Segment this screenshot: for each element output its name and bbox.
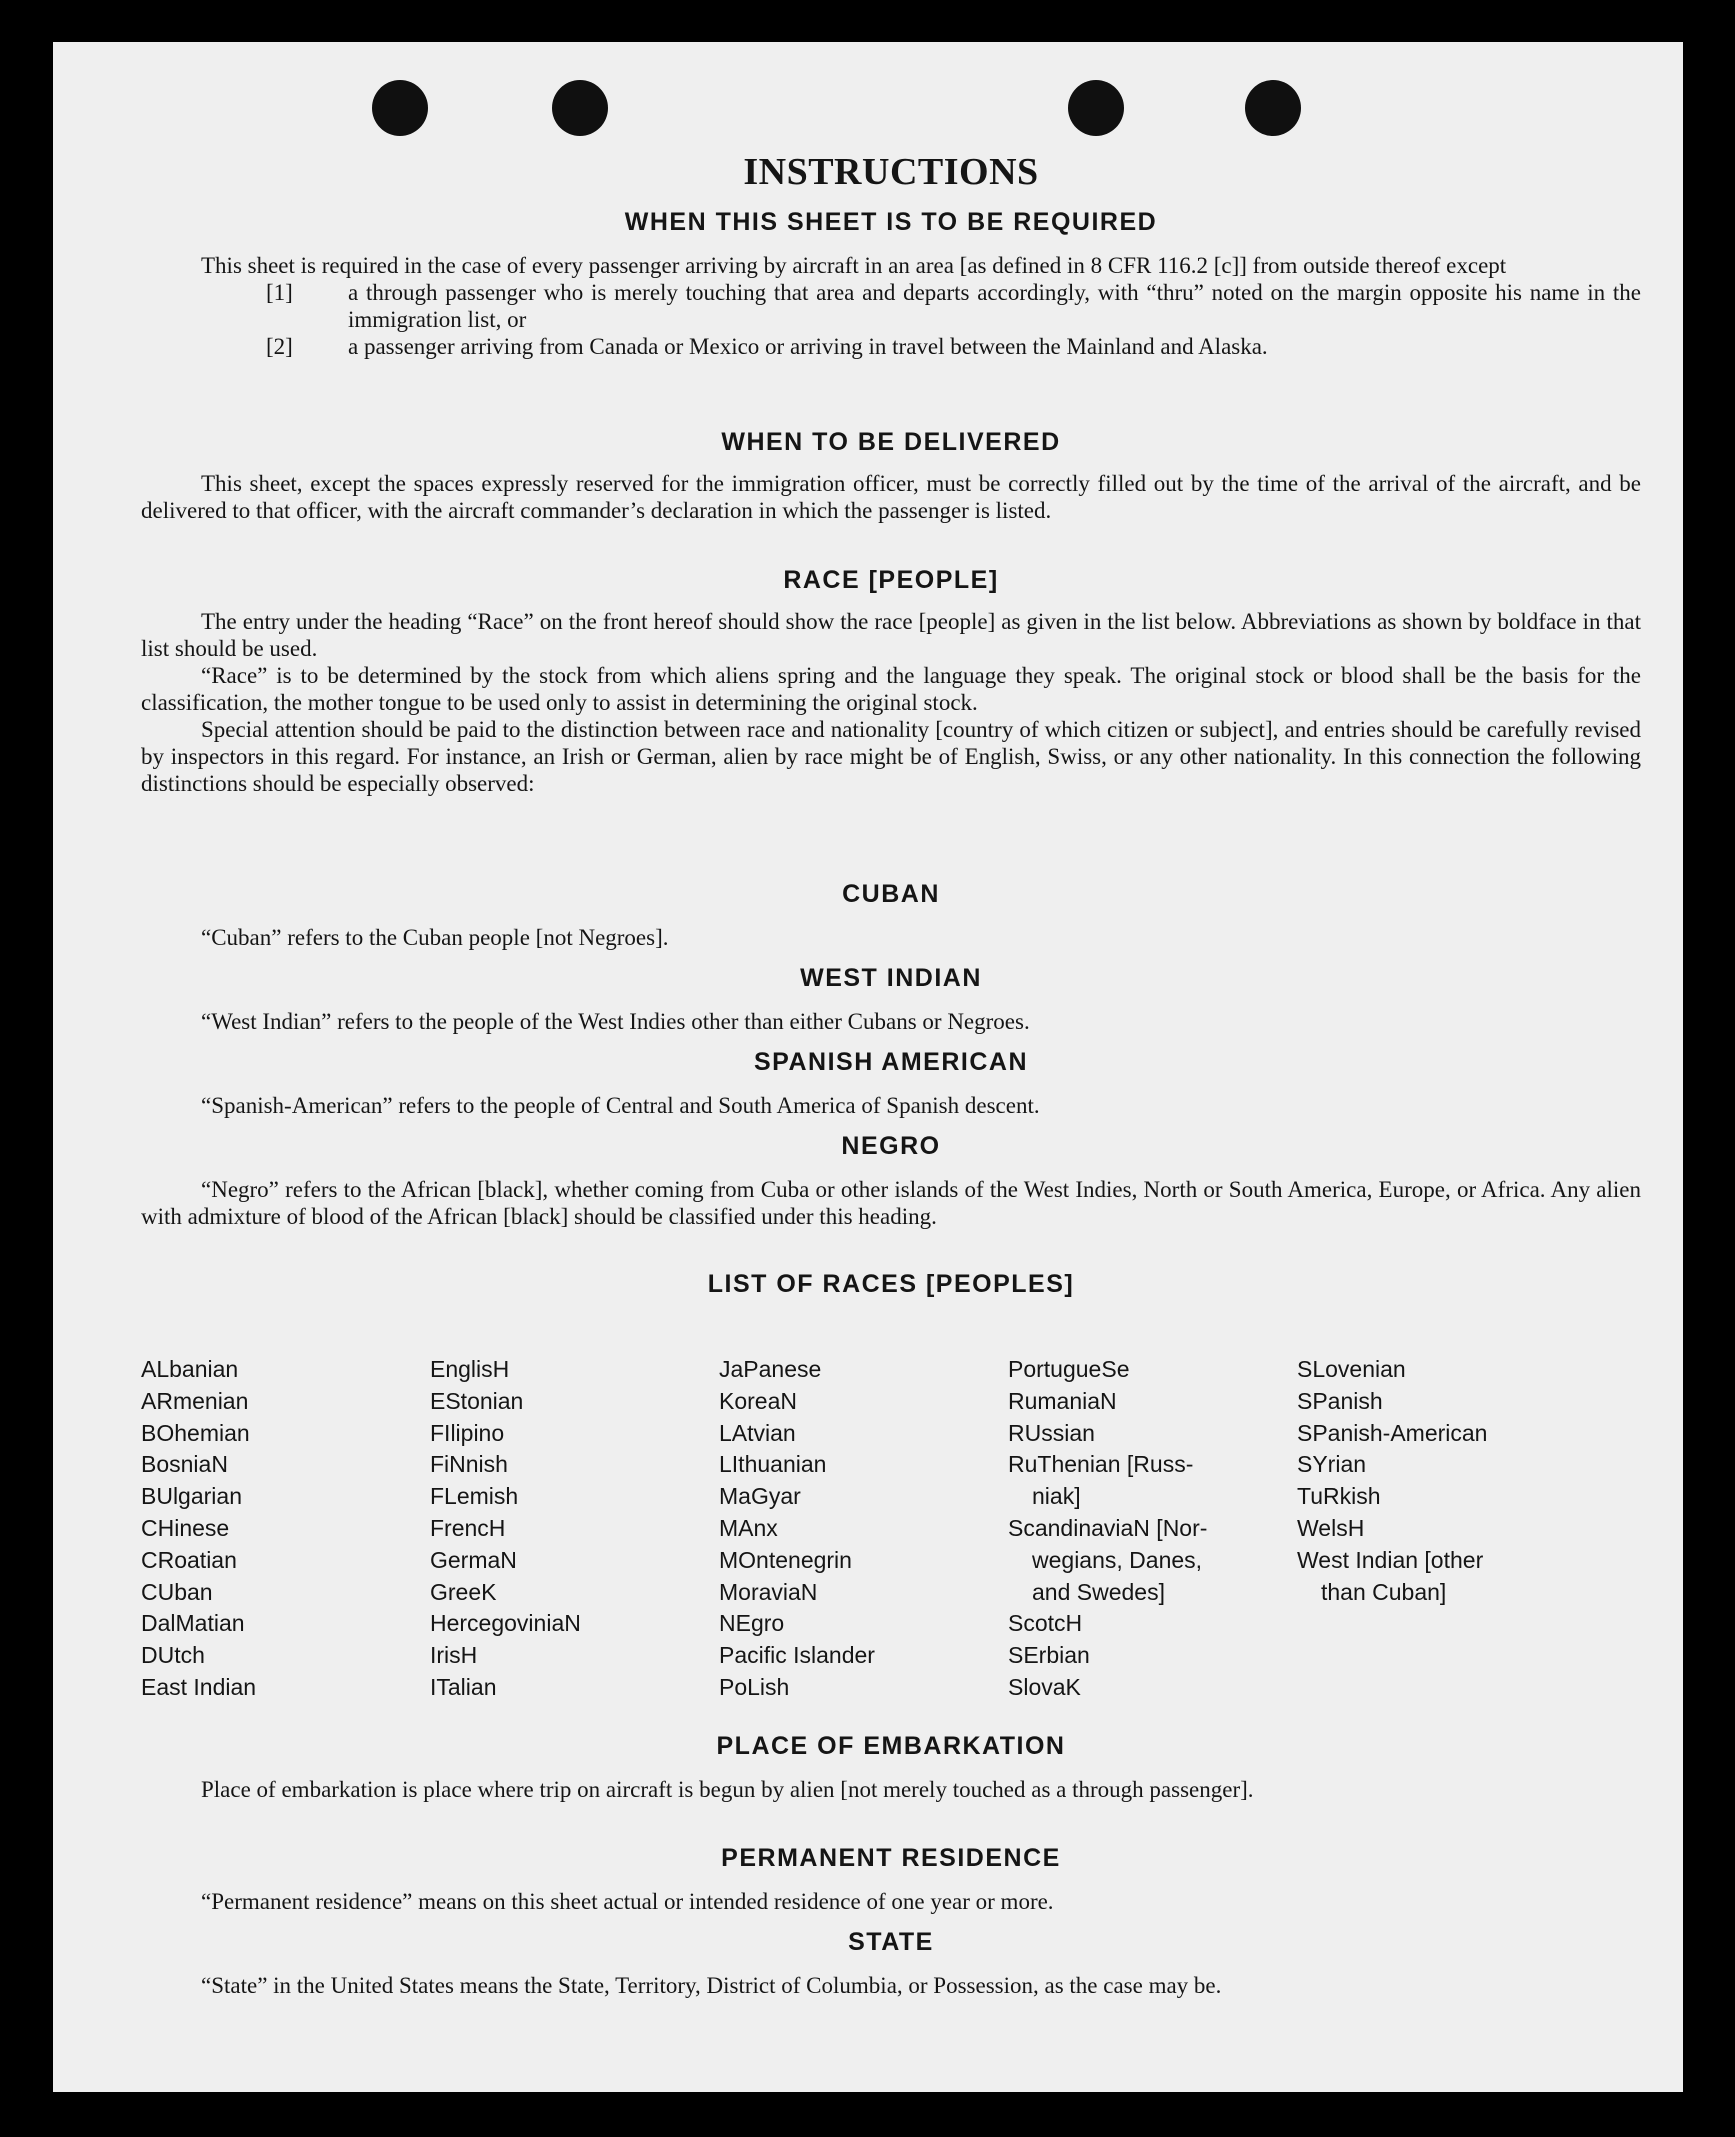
- race-list-entry: East Indian: [141, 1673, 257, 1700]
- punch-hole: [1245, 80, 1301, 136]
- section-heading-spanish-american: SPANISH AMERICAN: [753, 1048, 1028, 1076]
- race-list-entry: HercegoviniaN: [430, 1610, 581, 1637]
- race-list-entry: Pacific Islander: [719, 1642, 875, 1669]
- race-list-entry: FLemish: [430, 1483, 519, 1510]
- race-list-entry: ScandinaviaN [Nor-: [1008, 1514, 1208, 1541]
- race-list-entry: SPanish-American: [1297, 1419, 1488, 1446]
- exception-number: [2]: [266, 334, 293, 359]
- section-heading-cuban: CUBAN: [842, 880, 940, 908]
- race-list-entry: BUlgarian: [141, 1483, 242, 1510]
- negro-text: “Negro” refers to the African [black], whether coming from Cuba or other islands of the West Indies, North or South America, Europe, or Africa. Any alien with admixture of blood of the African [black] should be classified under this heading.: [141, 1177, 1641, 1229]
- race-list-entry: ARmenian: [141, 1387, 249, 1414]
- race-list-entry: IrisH: [430, 1642, 478, 1669]
- race-list-entry: CHinese: [141, 1514, 230, 1541]
- race-list-entry: MAnx: [719, 1514, 778, 1541]
- race-list-entry: BOhemian: [141, 1419, 250, 1446]
- race-list-entry: SYrian: [1297, 1451, 1367, 1478]
- race-list-entry: PoLish: [719, 1673, 790, 1700]
- exception-text: a passenger arriving from Canada or Mexico or arriving in travel between the Mainland and Alaska.: [348, 334, 1268, 359]
- race-list-entry: NEgro: [719, 1610, 785, 1637]
- race-list-entry: FrencH: [430, 1514, 506, 1541]
- section-heading-race: RACE [PEOPLE]: [783, 566, 999, 594]
- race-list-column-1: [141, 1354, 421, 1704]
- race-list-entry: MaGyar: [719, 1483, 801, 1510]
- race-list-entry: RUssian: [1008, 1419, 1095, 1446]
- race-paragraph: Special attention should be paid to the distinction between race and nationality [country of which citizen or subject], and entries should be carefully revised by inspectors in this regard. For instance, an Irish or German, alien by race might be of English, Swiss, or any other nationality. In this connection the following distinctions should be especially observed:: [141, 717, 1641, 796]
- race-list-entry: West Indian [other: [1297, 1546, 1484, 1573]
- required-intro: This sheet is required in the case of every passenger arriving by aircraft in an area [as defined in 8 CFR 116.2 [c]] from outside thereof except: [201, 253, 1507, 278]
- race-list-entry: ITalian: [430, 1673, 497, 1700]
- race-list-column-4: [1008, 1354, 1288, 1704]
- race-list-entry: DUtch: [141, 1642, 205, 1669]
- embarkation-text: Place of embarkation is place where trip on aircraft is begun by alien [not merely touched as a through passenger].: [201, 1777, 1254, 1802]
- race-list-entry: MOntenegrin: [719, 1546, 852, 1573]
- race-list-entry: FIlipino: [430, 1419, 505, 1446]
- punch-hole: [552, 80, 608, 136]
- race-list-entry: EStonian: [430, 1387, 524, 1414]
- document-sheet: [53, 42, 1683, 2092]
- race-list-entry: TuRkish: [1297, 1483, 1381, 1510]
- punch-hole: [1068, 80, 1124, 136]
- page-title: INSTRUCTIONS: [743, 151, 1039, 193]
- race-list-entry: CUban: [141, 1578, 213, 1605]
- exception-number: [1]: [266, 280, 293, 305]
- race-list-entry: ALbanian: [141, 1356, 239, 1382]
- race-list-entry: ScotcH: [1008, 1610, 1083, 1637]
- race-list-entry: SLovenian: [1297, 1356, 1406, 1382]
- race-list-entry: GreeK: [430, 1578, 497, 1605]
- race-list-column-2: [430, 1354, 710, 1704]
- race-list-entry: than Cuban]: [1321, 1578, 1447, 1605]
- race-list-entry: BosniaN: [141, 1451, 228, 1478]
- delivered-text: This sheet, except the spaces expressly reserved for the immigration officer, must be correctly filled out by the time of the arrival of the aircraft, and be delivered to that officer, with the aircraft commander’s declaration in which the passenger is listed.: [141, 471, 1641, 523]
- race-list-entry: JaPanese: [719, 1356, 822, 1382]
- race-list-entry: SlovaK: [1008, 1673, 1081, 1700]
- race-list-entry: EnglisH: [430, 1356, 510, 1382]
- exception-item-1: [141, 279, 1641, 333]
- race-list-column-5: [1297, 1354, 1577, 1608]
- section-heading-negro: NEGRO: [841, 1132, 941, 1160]
- race-list-entry: LAtvian: [719, 1419, 796, 1446]
- section-heading-state: STATE: [848, 1928, 934, 1956]
- race-list-entry: MoraviaN: [719, 1578, 818, 1605]
- race-list-entry: PortugueSe: [1008, 1356, 1130, 1382]
- section-required-body: [141, 252, 1641, 360]
- race-list-entry: GermaN: [430, 1546, 517, 1573]
- race-list-entry: SErbian: [1008, 1642, 1090, 1669]
- race-body: [141, 608, 1641, 797]
- section-heading-residence: PERMANENT RESIDENCE: [721, 1844, 1061, 1872]
- race-list-entry: SPanish: [1297, 1387, 1383, 1414]
- race-list-entry: KoreaN: [719, 1387, 797, 1414]
- exception-text: a through passenger who is merely touching that area and departs accordingly, with “thru” noted on the margin opposite his name in the immigration list, or: [348, 280, 1641, 332]
- state-text: “State” in the United States means the State, Territory, District of Columbia, or Possession, as the case may be.: [201, 1973, 1222, 1998]
- cuban-text: “Cuban” refers to the Cuban people [not Negroes].: [201, 925, 669, 950]
- race-paragraph: The entry under the heading “Race” on the front hereof should show the race [people] as given in the list below. Abbreviations as shown by boldface in that list should be used.: [141, 609, 1641, 661]
- race-paragraph: “Race” is to be determined by the stock from which aliens spring and the language they speak. The original stock or blood shall be the basis for the classification, the mother tongue to be used only to assist in determining the original stock.: [141, 663, 1641, 715]
- exception-item-2: [141, 333, 1641, 360]
- race-list-entry: LIthuanian: [719, 1451, 827, 1478]
- punch-hole: [372, 80, 428, 136]
- section-heading-delivered: WHEN TO BE DELIVERED: [721, 428, 1061, 456]
- race-list-entry: wegians, Danes,: [1032, 1546, 1203, 1573]
- race-list-entry: CRoatian: [141, 1546, 237, 1573]
- section-heading-embarkation: PLACE OF EMBARKATION: [716, 1732, 1066, 1760]
- race-list-entry: FiNnish: [430, 1451, 508, 1478]
- spanish-american-text: “Spanish-American” refers to the people of Central and South America of Spanish descent.: [201, 1093, 1040, 1118]
- west-indian-text: “West Indian” refers to the people of the West Indies other than either Cubans or Negroes.: [201, 1009, 1030, 1034]
- race-list-entry: RumaniaN: [1008, 1387, 1117, 1414]
- race-list-entry: niak]: [1032, 1483, 1081, 1510]
- race-list-entry: DalMatian: [141, 1610, 245, 1637]
- race-list-entry: RuThenian [Russ-: [1008, 1451, 1194, 1478]
- section-heading-west-indian: WEST INDIAN: [800, 964, 982, 992]
- section-heading-required: WHEN THIS SHEET IS TO BE REQUIRED: [624, 208, 1158, 236]
- race-list-entry: WelsH: [1297, 1514, 1365, 1541]
- race-list-entry: and Swedes]: [1032, 1578, 1165, 1605]
- race-list-column-3: [719, 1354, 999, 1704]
- section-heading-list-of-races: LIST OF RACES [PEOPLES]: [707, 1270, 1075, 1298]
- residence-text: “Permanent residence” means on this sheet actual or intended residence of one year or more.: [201, 1889, 1054, 1914]
